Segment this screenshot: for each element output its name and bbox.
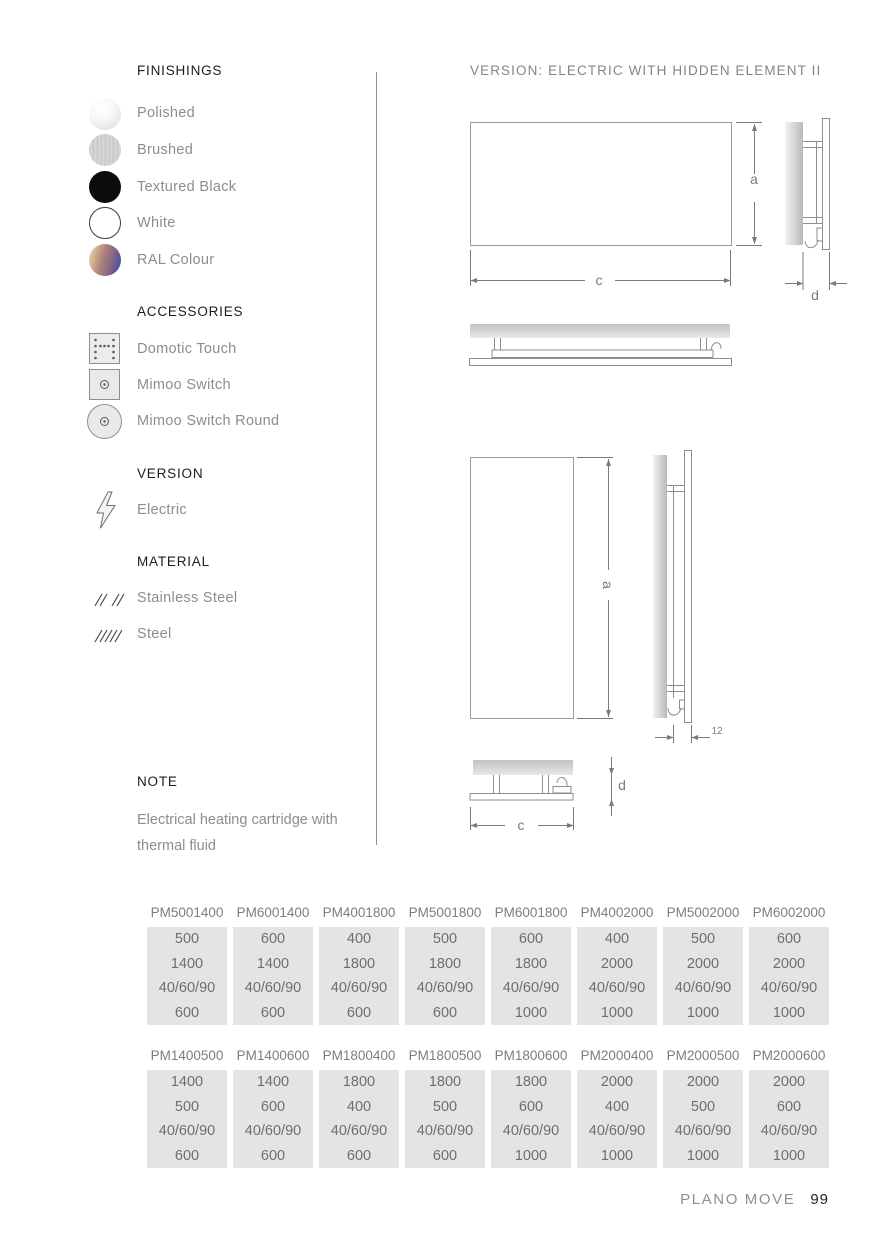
finishing-label: Brushed xyxy=(137,142,194,158)
spec-value-3: 40/60/90 xyxy=(416,1123,474,1140)
spec-table-horizontal-models xyxy=(147,905,829,1025)
spec-value-1: 600 xyxy=(776,931,802,948)
page-footer xyxy=(680,1191,829,1208)
product-code: PM2000600 xyxy=(752,1048,826,1063)
spec-value-3: 40/60/90 xyxy=(244,1123,302,1140)
spec-value-1: 500 xyxy=(432,931,458,948)
spec-value-2: 400 xyxy=(346,1098,372,1115)
spec-value-3: 40/60/90 xyxy=(588,1123,646,1140)
spec-value-1: 1800 xyxy=(342,1074,376,1091)
spec-value-2: 400 xyxy=(604,1098,630,1115)
product-code: PM1800600 xyxy=(494,1048,568,1063)
spec-value-4: 600 xyxy=(174,1147,200,1164)
white-swatch xyxy=(89,207,121,239)
product-spec-cells xyxy=(233,1070,313,1168)
product-code: PM1400600 xyxy=(236,1048,310,1063)
side-view-horizontal xyxy=(785,119,847,291)
table-column xyxy=(577,1048,657,1168)
product-spec-cells xyxy=(233,927,313,1025)
finishings-title: FINISHINGS xyxy=(137,63,223,78)
product-name: PLANO MOVE xyxy=(680,1191,796,1208)
product-spec-cells xyxy=(405,927,485,1025)
spec-value-2: 600 xyxy=(518,1098,544,1115)
finishing-label: RAL Colour xyxy=(137,252,215,268)
spec-value-4: 1000 xyxy=(600,1004,634,1021)
spec-value-2: 2000 xyxy=(600,955,634,972)
bottom-view-horizontal xyxy=(470,324,732,366)
page-number: 99 xyxy=(810,1191,829,1208)
note-title: NOTE xyxy=(137,774,178,789)
spec-value-4: 1000 xyxy=(686,1147,720,1164)
spec-value-4: 600 xyxy=(174,1004,200,1021)
product-spec-cells xyxy=(663,1070,743,1168)
material-title: MATERIAL xyxy=(137,554,210,569)
spec-value-2: 600 xyxy=(776,1098,802,1115)
table-column xyxy=(663,905,743,1025)
textured-black-swatch xyxy=(89,171,121,203)
spec-value-1: 2000 xyxy=(600,1074,634,1091)
spec-value-3: 40/60/90 xyxy=(760,1123,818,1140)
spec-value-1: 1800 xyxy=(428,1074,462,1091)
spec-value-2: 2000 xyxy=(686,955,720,972)
product-spec-cells xyxy=(147,927,227,1025)
note-text xyxy=(137,808,338,859)
dim-label-d: d xyxy=(811,287,819,303)
table-column xyxy=(749,905,829,1025)
product-code: PM2000500 xyxy=(666,1048,740,1063)
dim-label-a: a xyxy=(750,171,758,187)
spec-value-4: 1000 xyxy=(514,1004,548,1021)
product-code: PM5001400 xyxy=(150,905,224,920)
table-column xyxy=(749,1048,829,1168)
product-code: PM6001400 xyxy=(236,905,310,920)
brushed-swatch xyxy=(89,134,121,166)
spec-value-2: 600 xyxy=(260,1098,286,1115)
product-spec-cells xyxy=(749,927,829,1025)
spec-value-1: 1800 xyxy=(514,1074,548,1091)
accessory-label: Mimoo Switch Round xyxy=(137,413,280,429)
dim-label-12: 12 xyxy=(711,726,723,737)
drawing-header: VERSION: ELECTRIC WITH HIDDEN ELEMENT II xyxy=(470,63,822,78)
spec-value-3: 40/60/90 xyxy=(158,1123,216,1140)
product-spec-cells xyxy=(405,1070,485,1168)
horizontal-radiator-drawing xyxy=(455,110,875,380)
spec-value-3: 40/60/90 xyxy=(244,980,302,997)
material-label: Stainless Steel xyxy=(137,590,238,606)
spec-value-3: 40/60/90 xyxy=(330,980,388,997)
product-code: PM1800400 xyxy=(322,1048,396,1063)
product-code: PM4002000 xyxy=(580,905,654,920)
product-spec-cells xyxy=(577,1070,657,1168)
spec-value-1: 600 xyxy=(518,931,544,948)
table-column xyxy=(577,905,657,1025)
bottom-view-vertical xyxy=(470,757,614,830)
note-line: thermal fluid xyxy=(137,837,216,854)
product-spec-cells xyxy=(491,1070,571,1168)
accessory-label: Domotic Touch xyxy=(137,341,237,357)
spec-value-4: 600 xyxy=(432,1147,458,1164)
spec-value-3: 40/60/90 xyxy=(330,1123,388,1140)
product-code: PM6001800 xyxy=(494,905,568,920)
spec-value-4: 600 xyxy=(346,1004,372,1021)
ral-colour-swatch xyxy=(89,244,121,276)
spec-value-1: 600 xyxy=(260,931,286,948)
finishing-label: Textured Black xyxy=(137,179,237,195)
spec-value-2: 500 xyxy=(690,1098,716,1115)
spec-value-2: 2000 xyxy=(772,955,806,972)
product-code: PM5001800 xyxy=(408,905,482,920)
version-label: Electric xyxy=(137,502,187,518)
spec-value-2: 1800 xyxy=(514,955,548,972)
note-line: Electrical heating cartridge with xyxy=(137,812,338,828)
spec-value-3: 40/60/90 xyxy=(502,980,560,997)
spec-value-3: 40/60/90 xyxy=(416,980,474,997)
accessory-label: Mimoo Switch xyxy=(137,377,231,393)
table-column xyxy=(319,1048,399,1168)
dim-label-c: c xyxy=(595,272,603,288)
spec-value-1: 500 xyxy=(174,931,200,948)
dim-label-c: c xyxy=(517,817,525,833)
spec-value-2: 1800 xyxy=(342,955,376,972)
spec-value-1: 500 xyxy=(690,931,716,948)
side-view-vertical xyxy=(653,451,710,744)
spec-value-4: 1000 xyxy=(600,1147,634,1164)
spec-value-4: 1000 xyxy=(514,1147,548,1164)
spec-value-4: 1000 xyxy=(772,1004,806,1021)
product-spec-cells xyxy=(491,927,571,1025)
spec-value-1: 400 xyxy=(604,931,630,948)
product-spec-cells xyxy=(577,927,657,1025)
product-code: PM6002000 xyxy=(752,905,826,920)
table-column xyxy=(663,1048,743,1168)
spec-value-1: 1400 xyxy=(170,1074,204,1091)
product-code: PM1400500 xyxy=(150,1048,224,1063)
dim-label-d: d xyxy=(618,777,626,793)
product-spec-cells xyxy=(319,1070,399,1168)
spec-value-4: 600 xyxy=(432,1004,458,1021)
spec-value-2: 500 xyxy=(174,1098,200,1115)
spec-value-1: 2000 xyxy=(686,1074,720,1091)
spec-value-2: 1800 xyxy=(428,955,462,972)
vertical-divider xyxy=(376,72,377,845)
spec-value-3: 40/60/90 xyxy=(674,980,732,997)
product-code: PM1800500 xyxy=(408,1048,482,1063)
table-column xyxy=(491,1048,571,1168)
finishing-label: Polished xyxy=(137,105,196,121)
table-column xyxy=(233,1048,313,1168)
mimoo-switch-icon xyxy=(89,369,120,400)
material-label: Steel xyxy=(137,626,172,642)
spec-value-3: 40/60/90 xyxy=(588,980,646,997)
product-code: PM5002000 xyxy=(666,905,740,920)
steel-hatch-icon xyxy=(93,628,127,644)
finishing-label: White xyxy=(137,215,176,231)
mimoo-switch-round-icon xyxy=(87,404,122,439)
table-column xyxy=(319,905,399,1025)
table-column xyxy=(491,905,571,1025)
dim-label-a: a xyxy=(600,581,616,589)
spec-value-4: 1000 xyxy=(772,1147,806,1164)
table-column xyxy=(405,1048,485,1168)
product-spec-cells xyxy=(147,1070,227,1168)
spec-value-1: 400 xyxy=(346,931,372,948)
table-column xyxy=(147,1048,227,1168)
product-code: PM4001800 xyxy=(322,905,396,920)
spec-value-4: 600 xyxy=(260,1147,286,1164)
stainless-steel-hatch-icon xyxy=(93,592,127,608)
spec-value-1: 1400 xyxy=(256,1074,290,1091)
product-code: PM2000400 xyxy=(580,1048,654,1063)
spec-value-4: 600 xyxy=(260,1004,286,1021)
version-title: VERSION xyxy=(137,466,204,481)
vertical-radiator-drawing xyxy=(455,445,875,870)
table-column xyxy=(147,905,227,1025)
spec-value-3: 40/60/90 xyxy=(674,1123,732,1140)
spec-value-3: 40/60/90 xyxy=(760,980,818,997)
front-view-horizontal xyxy=(471,123,732,246)
spec-value-4: 1000 xyxy=(686,1004,720,1021)
table-column xyxy=(233,905,313,1025)
spec-value-2: 1400 xyxy=(170,955,204,972)
spec-value-1: 2000 xyxy=(772,1074,806,1091)
accessories-title: ACCESSORIES xyxy=(137,304,244,319)
spec-table-vertical-models xyxy=(147,1048,829,1168)
spec-value-2: 500 xyxy=(432,1098,458,1115)
product-spec-cells xyxy=(319,927,399,1025)
product-spec-cells xyxy=(663,927,743,1025)
lightning-icon xyxy=(95,491,117,529)
polished-swatch xyxy=(89,98,121,130)
spec-value-2: 1400 xyxy=(256,955,290,972)
spec-value-3: 40/60/90 xyxy=(158,980,216,997)
domotic-touch-icon xyxy=(89,333,120,364)
product-spec-cells xyxy=(749,1070,829,1168)
table-column xyxy=(405,905,485,1025)
front-view-vertical xyxy=(471,458,574,719)
spec-value-3: 40/60/90 xyxy=(502,1123,560,1140)
spec-value-4: 600 xyxy=(346,1147,372,1164)
